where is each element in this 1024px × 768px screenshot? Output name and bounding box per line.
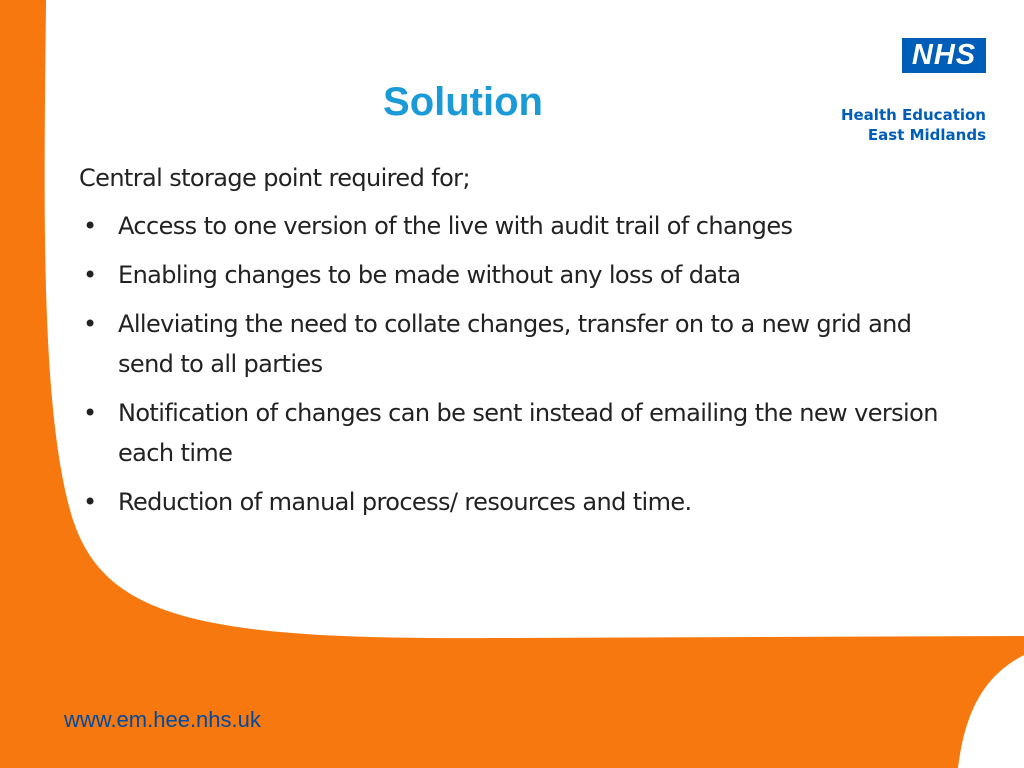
bullet-text: Access to one version of the live with audit trail of changes bbox=[118, 212, 793, 240]
bullet-text: Reduction of manual process/ resources and time. bbox=[118, 488, 692, 516]
slide-body bbox=[79, 158, 959, 531]
org-name-line-1: Health Education bbox=[840, 106, 986, 124]
bullet-list bbox=[79, 206, 959, 522]
bullet-point-icon: • bbox=[83, 488, 97, 516]
bullet-point-icon: • bbox=[83, 399, 97, 427]
list-item bbox=[79, 393, 959, 473]
list-item bbox=[79, 206, 959, 246]
bullet-text: Enabling changes to be made without any loss of data bbox=[118, 261, 741, 289]
nhs-logo-text: NHS bbox=[911, 39, 977, 71]
bullet-point-icon: • bbox=[83, 212, 97, 240]
bullet-point-icon: • bbox=[83, 310, 97, 338]
slide-title: Solution bbox=[383, 80, 543, 124]
bullet-text: Alleviating the need to collate changes, transfer on to a new grid and send to all parties bbox=[118, 310, 912, 378]
intro-text: Central storage point required for; bbox=[79, 164, 470, 192]
bullet-text: Notification of changes can be sent instead of emailing the new version each time bbox=[118, 399, 938, 467]
bullet-point-icon: • bbox=[83, 261, 97, 289]
org-name-line-2: East Midlands bbox=[867, 126, 986, 144]
footer-website-link[interactable]: www.em.hee.nhs.uk bbox=[64, 707, 261, 732]
nhs-logo-badge bbox=[902, 38, 986, 73]
list-item bbox=[79, 255, 959, 295]
list-item bbox=[79, 482, 959, 522]
list-item bbox=[79, 304, 959, 384]
